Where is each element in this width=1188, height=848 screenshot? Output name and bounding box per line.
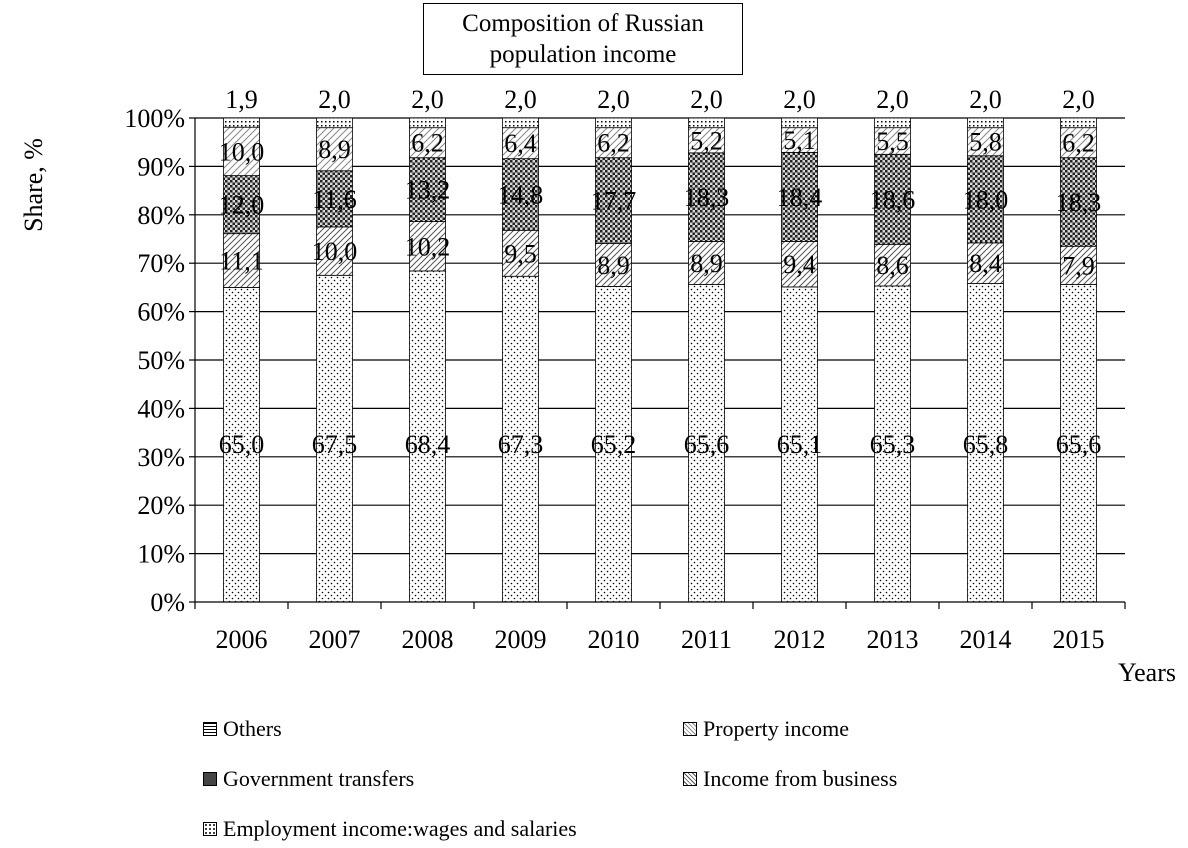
bar-others-2010	[596, 118, 632, 128]
data-label-government-2006: 12,0	[218, 190, 265, 220]
data-label-employment-2013: 65,3	[869, 429, 916, 459]
data-label-others-2007: 2,0	[318, 85, 351, 114]
x-tick-label: 2006	[215, 625, 268, 654]
chart-title-line-2: population income	[489, 41, 677, 68]
data-label-employment-2015: 65,6	[1055, 429, 1102, 459]
data-label-business-2006: 11,1	[219, 246, 264, 276]
data-label-business-2009: 9,5	[504, 239, 537, 269]
bar-others-2008	[410, 118, 446, 128]
data-label-property-2014: 5,8	[969, 127, 1002, 157]
data-label-others-2014: 2,0	[969, 85, 1002, 114]
data-label-business-2010: 8,9	[597, 250, 630, 280]
x-axis-title: Years	[1117, 658, 1176, 687]
bar-others-2015	[1061, 118, 1097, 128]
x-tick-label: 2009	[494, 625, 547, 654]
data-label-employment-2012: 65,1	[776, 429, 823, 459]
x-tick-label: 2013	[866, 625, 919, 654]
data-label-business-2013: 8,6	[876, 251, 909, 281]
y-tick-label: 40%	[137, 394, 185, 424]
data-label-employment-2011: 65,6	[683, 429, 730, 459]
data-label-others-2012: 2,0	[783, 85, 816, 114]
data-label-employment-2007: 67,5	[311, 429, 358, 459]
x-tick-label: 2008	[401, 625, 454, 654]
data-label-business-2012: 9,4	[783, 250, 816, 280]
data-label-employment-2008: 68,4	[404, 429, 451, 459]
y-tick-label: 30%	[137, 442, 185, 472]
chart-title-line-1: Composition of Russian	[462, 10, 704, 37]
data-label-property-2012: 5,1	[783, 126, 816, 156]
y-tick-label: 10%	[137, 539, 185, 569]
x-tick-label: 2014	[959, 625, 1012, 654]
data-label-business-2008: 10,2	[404, 232, 451, 262]
data-label-government-2011: 18,3	[683, 183, 730, 213]
x-tick-label: 2010	[587, 625, 640, 654]
bar-others-2014	[968, 118, 1004, 128]
y-tick-label: 0%	[150, 588, 185, 617]
data-label-property-2015: 6,2	[1062, 128, 1095, 158]
data-label-government-2014: 18,0	[962, 185, 1009, 215]
data-label-others-2006: 1,9	[225, 85, 258, 114]
data-label-property-2006: 10,0	[218, 137, 265, 167]
data-label-business-2011: 8,9	[690, 248, 723, 278]
y-tick-label: 50%	[137, 346, 185, 375]
data-label-government-2010: 17,7	[590, 186, 637, 216]
data-label-government-2009: 14,8	[497, 180, 544, 210]
legend-label-property-income: Property income	[703, 716, 850, 741]
data-label-property-2013: 5,5	[876, 126, 909, 156]
data-label-government-2012: 18,4	[776, 182, 823, 212]
data-label-employment-2006: 65,0	[218, 429, 265, 459]
y-tick-label: 20%	[137, 491, 185, 521]
data-label-others-2010: 2,0	[597, 85, 630, 114]
data-label-others-2008: 2,0	[411, 85, 444, 114]
x-tick-label: 2015	[1052, 625, 1105, 654]
y-axis-title: Share, %	[19, 138, 48, 232]
data-label-employment-2014: 65,8	[962, 429, 1009, 459]
x-tick-label: 2011	[680, 625, 733, 654]
y-tick-label: 60%	[137, 297, 185, 327]
legend-label-others: Others	[223, 716, 282, 741]
legend-label-employment-income: Employment income:wages and salaries	[223, 816, 577, 841]
legend-label-government-transfers: Government transfers	[223, 766, 415, 791]
y-tick-label: 70%	[137, 249, 185, 279]
data-label-others-2011: 2,0	[690, 85, 723, 114]
data-label-property-2007: 8,9	[318, 135, 351, 165]
bar-others-2006	[224, 118, 260, 127]
data-label-business-2007: 10,0	[311, 237, 358, 267]
data-label-business-2015: 7,9	[1062, 251, 1095, 281]
legend-label-income-from-business: Income from business	[703, 766, 898, 791]
y-tick-label: 80%	[137, 200, 185, 230]
data-label-business-2014: 8,4	[969, 249, 1002, 279]
data-label-others-2015: 2,0	[1062, 85, 1095, 114]
data-label-others-2009: 2,0	[504, 85, 537, 114]
bar-others-2007	[317, 118, 353, 128]
data-label-government-2015: 18,3	[1055, 187, 1102, 217]
data-label-others-2013: 2,0	[876, 85, 909, 114]
data-label-employment-2010: 65,2	[590, 429, 637, 459]
data-label-government-2007: 11,6	[312, 184, 357, 214]
data-label-government-2013: 18,6	[869, 185, 916, 215]
data-label-property-2008: 6,2	[411, 128, 444, 158]
data-label-property-2009: 6,4	[504, 129, 537, 159]
x-tick-label: 2007	[308, 625, 361, 654]
data-label-government-2008: 13,2	[404, 175, 451, 205]
data-label-employment-2009: 67,3	[497, 429, 544, 459]
y-tick-label: 100%	[124, 104, 185, 133]
y-tick-label: 90%	[137, 152, 185, 182]
x-tick-label: 2012	[773, 625, 826, 654]
data-label-property-2011: 5,2	[690, 126, 723, 156]
bar-others-2009	[503, 118, 539, 128]
data-label-property-2010: 6,2	[597, 128, 630, 158]
